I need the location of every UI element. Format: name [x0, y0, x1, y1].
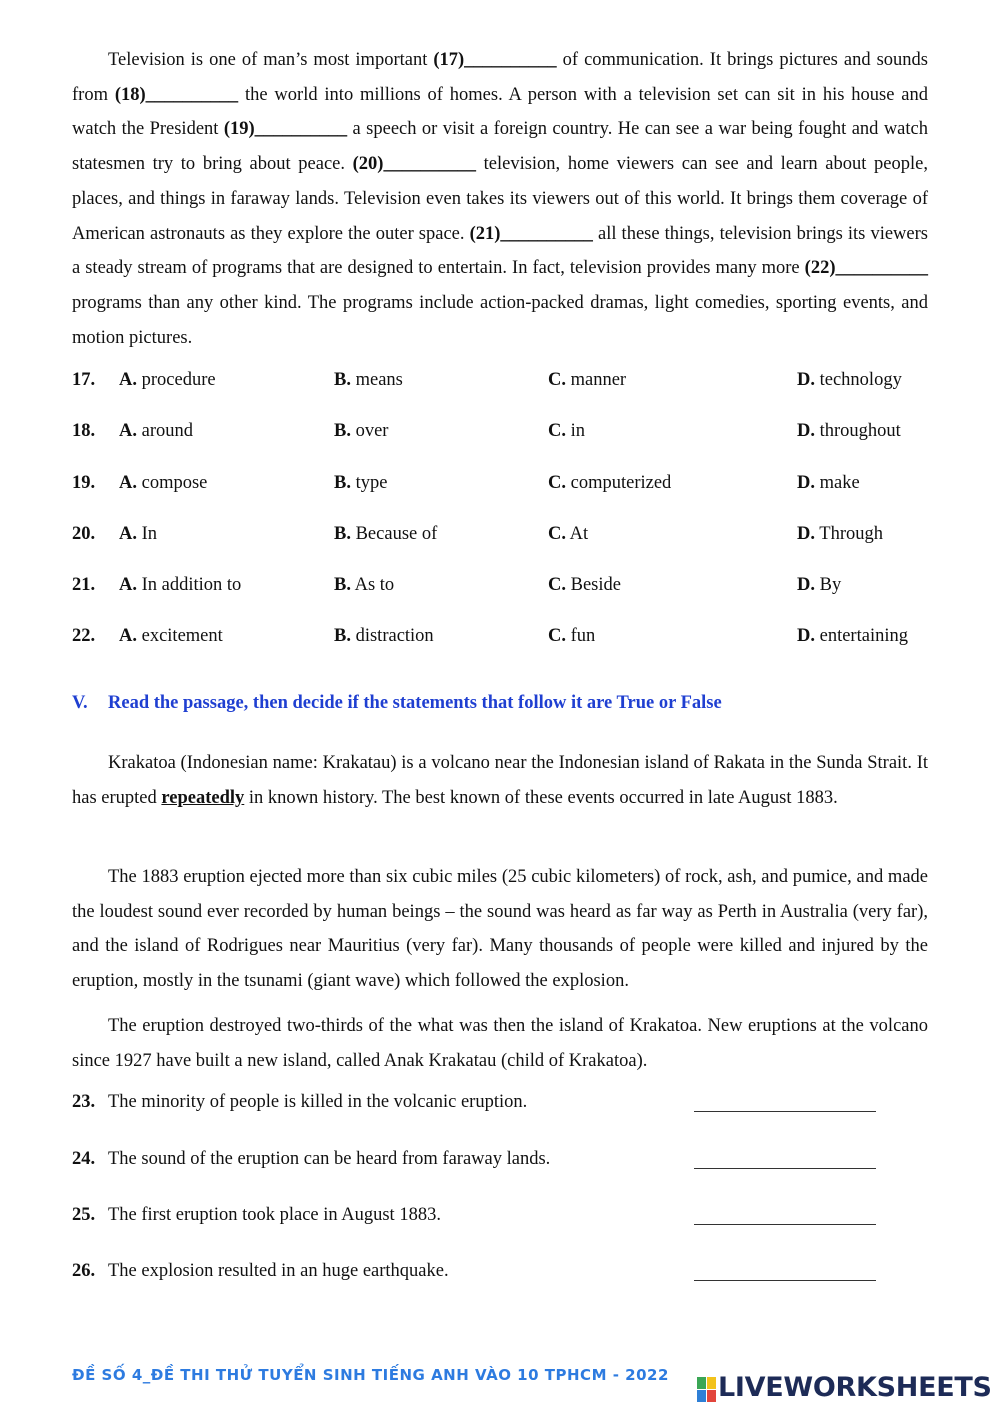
- option-c[interactable]: C. manner: [548, 370, 627, 390]
- question-row: [72, 575, 972, 605]
- option-a[interactable]: A. around: [119, 421, 193, 441]
- passage-krakatoa-2: The 1883 eruption ejected more than six cubic miles (25 cubic kilometers) of rock, ash, and pumice, and made the loudest sound ever recorded by human beings – the sound was heard as far way as Perth in Australia (very far), and the island of Rodrigues near Mauritius (very far). Many thousands of people were killed and injured by the eruption, mostly in the tsunami (giant wave) which followed the explosion.: [72, 867, 928, 992]
- answer-blank[interactable]: [694, 1224, 876, 1225]
- option-a[interactable]: A. excitement: [119, 626, 223, 646]
- answer-blank[interactable]: [694, 1280, 876, 1281]
- option-a[interactable]: A. compose: [119, 473, 208, 493]
- question-number: 21.: [72, 575, 96, 595]
- passage-television: Television is one of man’s most important (17)__________ of communication. It brings pictures and sounds from (18)__________ the world into millions of homes. A person with a television set can sit in his house and watch the President (19)__________ a speech or visit a foreign country. He can see a war being fought and watch statesmen try to bring about peace. (20)__________ television, home viewers can see and learn about people, places, and things in faraway lands. Television even takes its viewers out of this world. It brings them coverage of American astronauts as they explore the outer space. (21)__________ all these things, television brings its viewers a steady stream of programs that are designed to entertain. In fact, television provides many more (22)__________ programs than any other kind. The programs include action-packed dramas, light comedies, sporting events, and motion pictures.: [72, 50, 928, 348]
- statement-text: The sound of the eruption can be heard from faraway lands.: [108, 1149, 551, 1169]
- blank-17: (17)__________: [433, 50, 557, 70]
- option-a[interactable]: A. procedure: [119, 370, 216, 390]
- true-false-item: [72, 1205, 882, 1235]
- passage-krakatoa-1: Krakatoa (Indonesian name: Krakatau) is a volcano near the Indonesian island of Rakata in the Sunda Strait. It has erupted repeatedly in known history. The best known of these events occurred in late August 1883.: [72, 753, 928, 808]
- answer-blank[interactable]: [694, 1111, 876, 1112]
- option-d[interactable]: D. throughout: [797, 421, 901, 441]
- question-number: 19.: [72, 473, 96, 493]
- statement-text: The first eruption took place in August 1883.: [108, 1205, 441, 1225]
- option-a[interactable]: A. In: [119, 524, 158, 544]
- brand-name: LIVEWORKSHEETS: [718, 1372, 992, 1403]
- question-row: [72, 421, 972, 451]
- footer-title: ĐỀ SỐ 4_ĐỀ THI THỬ TUYỂN SINH TIẾNG ANH VÀO 10 TPHCM - 2022: [72, 1366, 669, 1384]
- blank-21: (21)__________: [469, 223, 593, 244]
- answer-blank[interactable]: [694, 1168, 876, 1169]
- option-d[interactable]: D. entertaining: [797, 626, 908, 646]
- option-d[interactable]: D. technology: [797, 370, 902, 390]
- option-b[interactable]: B. As to: [334, 575, 395, 595]
- liveworksheets-logo-icon: [696, 1376, 718, 1404]
- question-number: 22.: [72, 626, 96, 646]
- statement-number: 24.: [72, 1149, 96, 1169]
- statement-number: 26.: [72, 1261, 96, 1281]
- question-number: 18.: [72, 421, 96, 441]
- question-row: [72, 626, 972, 656]
- question-number: 17.: [72, 370, 96, 390]
- option-c[interactable]: C. Beside: [548, 575, 621, 595]
- option-b[interactable]: B. Because of: [334, 524, 438, 544]
- statement-number: 25.: [72, 1205, 96, 1225]
- statement-text: The explosion resulted in an huge earthquake.: [108, 1261, 449, 1281]
- true-false-item: [72, 1261, 882, 1291]
- blank-20: (20)__________: [352, 154, 476, 175]
- option-c[interactable]: C. At: [548, 524, 589, 544]
- option-a[interactable]: A. In addition to: [119, 575, 242, 595]
- option-b[interactable]: B. over: [334, 421, 389, 441]
- true-false-item: [72, 1149, 882, 1179]
- blank-18: (18)__________: [114, 84, 239, 105]
- option-b[interactable]: B. distraction: [334, 626, 434, 646]
- option-d[interactable]: D. Through: [797, 524, 884, 544]
- option-d[interactable]: D. make: [797, 473, 860, 493]
- option-b[interactable]: B. type: [334, 473, 388, 493]
- option-b[interactable]: B. means: [334, 370, 403, 390]
- option-c[interactable]: C. in: [548, 421, 586, 441]
- option-c[interactable]: C. computerized: [548, 473, 672, 493]
- blank-22: (22)__________: [804, 258, 928, 279]
- question-row: [72, 524, 972, 554]
- option-d[interactable]: D. By: [797, 575, 842, 595]
- blank-19: (19)__________: [223, 119, 348, 140]
- section-heading: V. Read the passage, then decide if the statements that follow it are True or False: [72, 693, 722, 713]
- question-row: [72, 370, 972, 400]
- true-false-item: [72, 1092, 882, 1122]
- underlined-word: repeatedly: [161, 787, 245, 808]
- question-row: [72, 473, 972, 503]
- question-number: 20.: [72, 524, 96, 544]
- passage-krakatoa-3: The eruption destroyed two-thirds of the what was then the island of Krakatoa. New eruptions at the volcano since 1927 have built a new island, called Anak Krakatau (child of Krakatoa).: [72, 1016, 928, 1071]
- option-c[interactable]: C. fun: [548, 626, 596, 646]
- statement-text: The minority of people is killed in the volcanic eruption.: [108, 1092, 528, 1112]
- statement-number: 23.: [72, 1092, 96, 1112]
